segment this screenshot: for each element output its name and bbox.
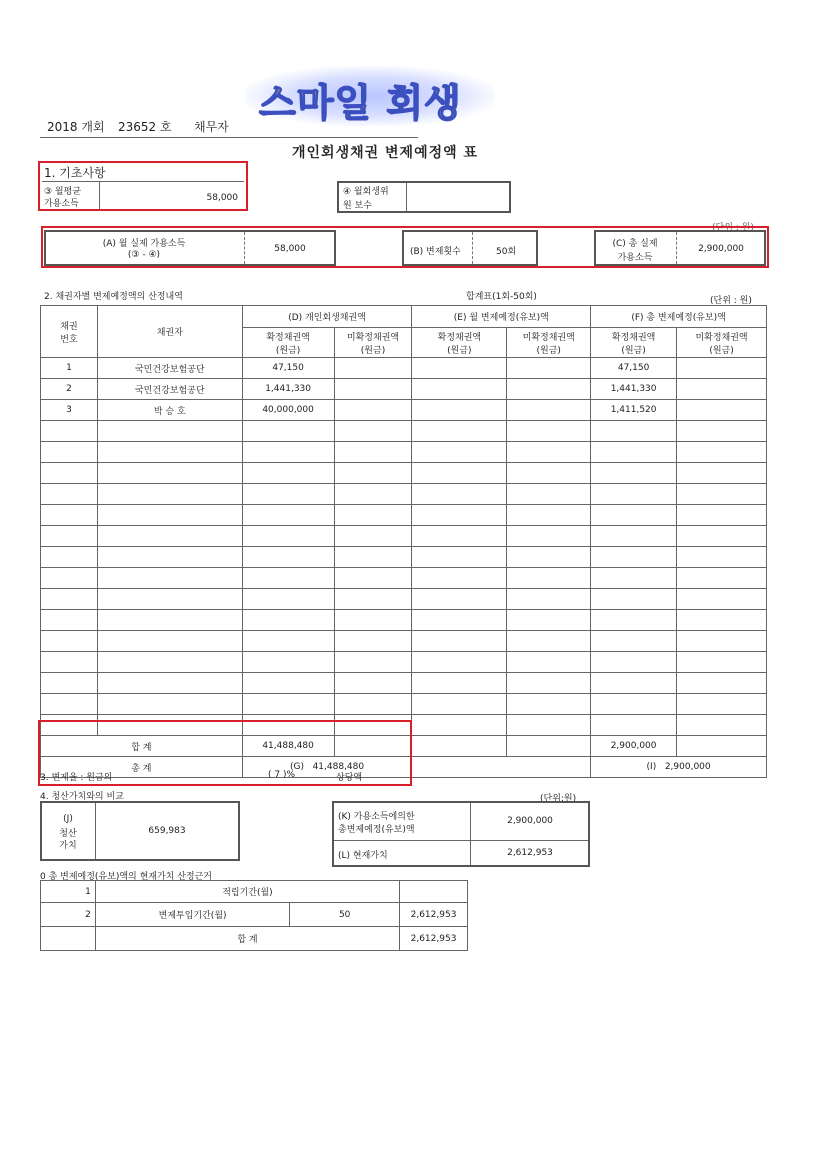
cell-no: 3	[41, 400, 98, 421]
subtotal-d: 41,488,480	[242, 736, 334, 757]
table-row	[41, 631, 767, 652]
creditor-table	[40, 305, 767, 778]
table-row	[41, 568, 767, 589]
col-header-creditor: 채권자	[97, 306, 242, 358]
sub-header: 확정채권액 (원금)	[591, 328, 677, 358]
cell-f-confirmed: 1,441,330	[591, 379, 677, 400]
case-number: 23652 호	[118, 120, 172, 134]
page-title: 개인회생채권 변제예정액 표	[292, 145, 479, 161]
total-i: (I) 2,900,000	[591, 757, 767, 778]
table-row	[41, 463, 767, 484]
table-row	[41, 421, 767, 442]
cell-d-confirmed: 1,441,330	[242, 379, 334, 400]
basis-row2-months: 50	[290, 903, 400, 927]
a-label: (A) 월 실제 가용소득	[102, 239, 186, 249]
case-year: 2018 개회	[47, 120, 105, 134]
cell-no: 1	[41, 358, 98, 379]
table-row	[41, 610, 767, 631]
c-value: 2,900,000	[698, 244, 744, 254]
table-row	[41, 526, 767, 547]
cell-f-confirmed: 1,411,520	[591, 400, 677, 421]
table-row	[41, 358, 767, 379]
section4-heading: 4. 청산가치와의 비교	[40, 792, 124, 802]
table-row	[41, 673, 767, 694]
col-header-e: (E) 월 변제예정(유보)액	[412, 306, 591, 328]
a-value: 58,000	[274, 244, 306, 254]
basis-heading: 0 총 변제예정(유보)액의 현재가치 산정근거	[40, 872, 212, 882]
sub-header: 미확정채권액 (원금)	[334, 328, 412, 358]
cell-creditor: 국민건강보험공단	[97, 379, 242, 400]
section4-unit: (단위:원)	[540, 794, 577, 804]
c-label: (C) 총 실제	[612, 239, 658, 249]
cell-creditor: 국민건강보험공단	[97, 358, 242, 379]
trustee-fee-label: ④ 월회생위	[343, 187, 389, 197]
table-row	[41, 442, 767, 463]
sub-header: 미확정채권액 (원금)	[677, 328, 767, 358]
table-row	[41, 547, 767, 568]
k-label: (K) 가용소득에의한	[338, 812, 415, 822]
table-row	[41, 589, 767, 610]
unit-top: (단위 : 원)	[712, 223, 754, 233]
sub-header: 확정채권액 (원금)	[242, 328, 334, 358]
k-value: 2,900,000	[507, 816, 553, 826]
basis-row1-label: 적립기간(월)	[95, 881, 399, 903]
table-row	[41, 484, 767, 505]
cell-d-confirmed: 40,000,000	[242, 400, 334, 421]
total-g: (G) 41,488,480	[242, 757, 412, 778]
cell-d-confirmed: 47,150	[242, 358, 334, 379]
j-value: 659,983	[148, 826, 186, 836]
sub-header: 미확정채권액 (원금)	[507, 328, 591, 358]
table-row	[41, 400, 767, 421]
header-line	[40, 137, 418, 138]
table-row	[41, 694, 767, 715]
l-value: 2,612,953	[507, 848, 553, 858]
total-label: 총 계	[41, 757, 243, 778]
cell-f-confirmed: 47,150	[591, 358, 677, 379]
col-header-f: (F) 총 변제예정(유보)액	[591, 306, 767, 328]
table-row	[41, 379, 767, 400]
section1-heading: 1. 기초사항	[44, 166, 106, 180]
table-row	[41, 652, 767, 673]
section2-unit: (단위 : 원)	[710, 296, 752, 306]
subtotal-f: 2,900,000	[591, 736, 677, 757]
b-label: (B) 변제횟수	[410, 247, 461, 257]
debtor-label: 채무자	[194, 120, 229, 134]
basis-row2-label: 변제투입기간(월)	[95, 903, 289, 927]
section2-heading: 2. 채권자별 변제예정액의 산정내역	[44, 292, 183, 302]
repayment-rate: ( 7 )%	[268, 770, 296, 780]
basis-total-label: 합 계	[95, 927, 399, 951]
b-value: 50회	[496, 247, 517, 257]
cell-no: 2	[41, 379, 98, 400]
sub-header: 확정채권액 (원금)	[412, 328, 507, 358]
basis-row2-value: 2,612,953	[400, 903, 468, 927]
table-row	[41, 505, 767, 526]
basis-table: 1 적립기간(월) 2 변제투입기간(월) 50 2,612,953 합 계 2,612,953	[40, 880, 468, 951]
cell-creditor: 박 승 호	[97, 400, 242, 421]
basis-total-value: 2,612,953	[400, 927, 468, 951]
smile-rehab-logo: 스마일 회생	[245, 66, 495, 126]
monthly-avg-label: ③ 월평균	[44, 187, 82, 197]
repayment-rate-suffix: 상당액	[336, 773, 363, 783]
col-header-no: 채권 번호	[41, 306, 98, 358]
l-label: (L) 현재가치	[338, 851, 388, 861]
j-label: (J)	[63, 814, 73, 824]
monthly-avg-value: 58,000	[206, 193, 238, 203]
repayment-rate-label: 3. 변제율 : 원금의	[40, 773, 113, 783]
section2-sub: 합계표(1회-50회)	[466, 292, 537, 302]
subtotal-label: 합 계	[41, 736, 243, 757]
col-header-d: (D) 개인회생채권액	[242, 306, 412, 328]
